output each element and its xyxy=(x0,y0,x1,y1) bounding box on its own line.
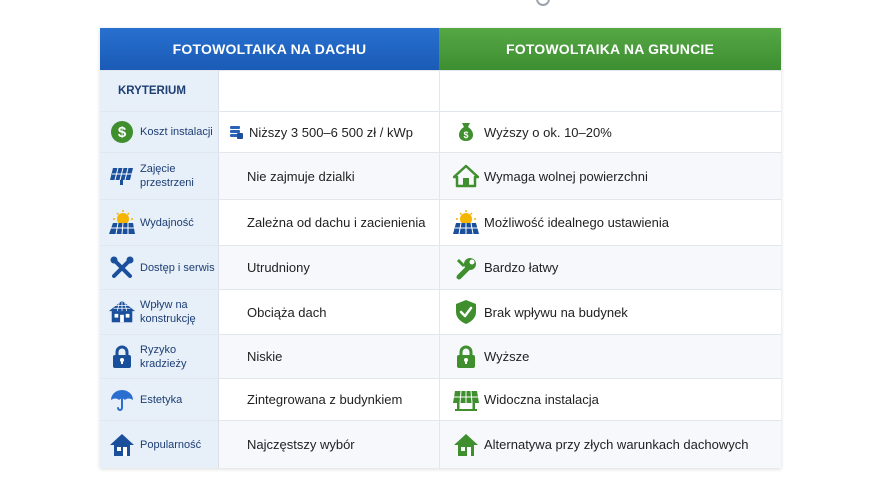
shield-check-icon xyxy=(452,300,480,324)
table-row xyxy=(100,420,781,468)
criterion-label: Estetyka xyxy=(140,393,183,406)
comparison-table xyxy=(100,28,781,468)
table-row xyxy=(100,289,781,334)
sun-panel-icon xyxy=(452,211,480,235)
criterion-label: Dostęp i serwis xyxy=(140,261,215,274)
criteria-header-row xyxy=(100,70,781,111)
house-icon xyxy=(452,433,480,457)
roof-value: Niższy 3 500–6 500 zł / kWp xyxy=(249,124,414,140)
ground-panel-icon xyxy=(452,388,480,412)
roof-value: Obciąża dach xyxy=(247,304,327,320)
svg-text:$: $ xyxy=(463,130,469,140)
money-bag-icon xyxy=(452,120,480,144)
ground-value: Widoczna instalacja xyxy=(484,392,599,407)
table-row xyxy=(100,111,781,152)
roof-value: Zintegrowana z budynkiem xyxy=(247,392,403,407)
house-outline-icon xyxy=(452,164,480,188)
wrench-icon xyxy=(452,256,480,280)
house-panels-icon xyxy=(108,300,136,324)
table-row xyxy=(100,334,781,378)
table-header xyxy=(100,28,781,70)
ground-value: Bardzo łatwy xyxy=(484,260,559,275)
dollar-coin-icon xyxy=(108,120,136,144)
header-roof: FOTOWOLTAIKA NA DACHU xyxy=(100,28,439,70)
roof-value: Niskie xyxy=(247,349,283,364)
criterion-label: Zajęcie przestrzeni xyxy=(140,163,194,189)
house-icon xyxy=(108,433,136,457)
criterion-label: Popularność xyxy=(140,438,202,451)
ground-value: Brak wpływu na budynek xyxy=(484,304,628,320)
umbrella-icon xyxy=(108,388,136,412)
criterion-label: Wydajność xyxy=(140,216,194,229)
header-ground: FOTOWOLTAIKA NA GRUNCIE xyxy=(439,28,781,70)
partial-logo-mark xyxy=(536,0,550,6)
sun-panel-icon xyxy=(108,211,136,235)
table-row xyxy=(100,378,781,420)
coin-stack-icon xyxy=(227,120,245,144)
criteria-label: KRYTERIUM xyxy=(118,85,186,97)
roof-value: Zależna od dachu i zacienienia xyxy=(247,215,426,230)
ground-value: Możliwość idealnego ustawienia xyxy=(484,215,669,230)
criterion-label: Ryzyko kradzieży xyxy=(140,343,187,370)
padlock-icon xyxy=(108,345,136,369)
roof-value: Utrudniony xyxy=(247,260,310,275)
ground-value: Wyższy o ok. 10–20% xyxy=(484,124,612,140)
tools-icon xyxy=(108,256,136,280)
ground-value: Wymaga wolnej powierzchni xyxy=(484,168,648,184)
roof-value: Najczęstszy wybór xyxy=(247,437,355,452)
table-row xyxy=(100,199,781,245)
svg-text:$: $ xyxy=(117,124,127,141)
ground-value: Alternatywa przy złych warunkach dachowych xyxy=(484,437,749,452)
criterion-label: Koszt instalacji xyxy=(140,126,213,138)
padlock-icon xyxy=(452,345,480,369)
criterion-label: Wpływ na konstrukcję xyxy=(140,299,196,325)
table-row xyxy=(100,152,781,199)
ground-value: Wyższe xyxy=(484,349,530,364)
roof-value: Nie zajmuje dzialki xyxy=(247,168,355,184)
table-row xyxy=(100,245,781,289)
solar-panel-icon xyxy=(108,164,136,188)
